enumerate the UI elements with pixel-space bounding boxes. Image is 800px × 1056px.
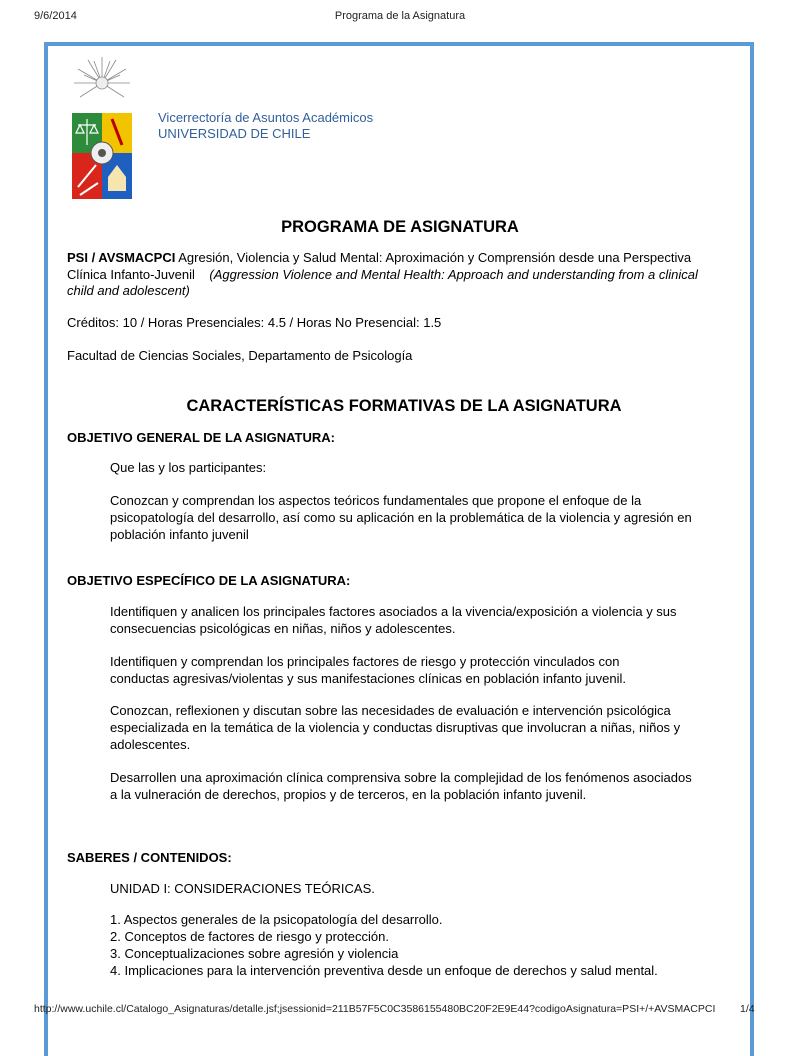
institution-block: [158, 110, 373, 142]
course-description: [67, 250, 727, 300]
institution-office: Vicerrectoría de Asuntos Académicos: [158, 110, 374, 125]
general-objective-heading: OBJETIVO GENERAL DE LA ASIGNATURA:: [67, 430, 335, 445]
course-name: Agresión, Violencia y Salud Mental: Aproximación y Comprensión desde una Perspectiva Clínica Infanto-Juvenil: [67, 250, 692, 282]
institution-university: UNIVERSIDAD DE CHILE: [158, 126, 311, 141]
print-title: Programa de la Asignatura: [334, 10, 466, 22]
print-footer: [0, 1003, 800, 1019]
print-url: http://www.uchile.cl/Catalogo_Asignaturas/detalle.jsf;jsessionid=211B57F5C0C3586155480BC20F2E9E44?codigoAsignatura=PSI+/+AVSMACPCI: [34, 1003, 716, 1015]
page-title: PROGRAMA DE ASIGNATURA: [281, 218, 519, 236]
print-date: 9/6/2014: [34, 10, 77, 22]
document-frame: [44, 42, 754, 1056]
specific-objective-item: Identifiquen y analicen los principales factores asociados a la vivencia/exposición a violencia y sus consecuencias psicológicas en niñas, niños y adolescentes.: [110, 604, 677, 636]
credits-line: Créditos: 10 / Horas Presenciales: 4.5 / Horas No Presencial: 1.5: [67, 315, 442, 330]
general-objective-intro: Que las y los participantes:: [110, 460, 267, 475]
section-title: CARACTERÍSTICAS FORMATIVAS DE LA ASIGNATURA: [186, 397, 622, 415]
specific-objective-item: Conozcan, reflexionen y discutan sobre las necesidades de evaluación e intervención psicológica especializada en la temática de la violencia y conductas disruptivas que involucran a niñas, niños y adolescentes.: [110, 703, 681, 752]
university-crest-logo: [70, 55, 134, 203]
specific-objective-item: Desarrollen una aproximación clínica comprensiva sobre la complejidad de los fenómenos asociados a la vulneración de derechos, propios y de terceros, en la población infanto juvenil.: [110, 770, 692, 802]
faculty-line: Facultad de Ciencias Sociales, Departamento de Psicología: [67, 348, 413, 363]
general-objective-text: Conozcan y comprendan los aspectos teóricos fundamentales que propone el enfoque de la psicopatología del desarrollo, así como su aplicación en la problemática de la violencia y agresión en población infanto juvenil: [110, 493, 692, 542]
list-item: 1. Aspectos generales de la psicopatología del desarrollo.: [110, 912, 443, 927]
specific-objective-heading: OBJETIVO ESPECÍFICO DE LA ASIGNATURA:: [67, 573, 351, 588]
specific-objective-item: Identifiquen y comprendan los principales factores de riesgo y protección vinculados con conductas agresivas/violentas y sus manifestaciones clínicas en población infanto juvenil.: [110, 654, 626, 686]
contents-list: [110, 911, 710, 979]
contents-unit: UNIDAD I: CONSIDERACIONES TEÓRICAS.: [110, 881, 375, 896]
print-header: [0, 10, 800, 26]
page-number: 1/4: [740, 1003, 755, 1015]
course-code: PSI / AVSMACPCI: [67, 250, 176, 265]
course-name-english: (Aggression Violence and Mental Health: Approach and understanding from a clinical child and adolescent): [67, 266, 698, 298]
list-item: 3. Conceptualizaciones sobre agresión y violencia: [110, 946, 399, 961]
list-item: 2. Conceptos de factores de riesgo y protección.: [110, 929, 389, 944]
contents-heading: SABERES / CONTENIDOS:: [67, 850, 232, 865]
list-item: 4. Implicaciones para la intervención preventiva desde un enfoque de derechos y salud mental.: [110, 963, 658, 978]
